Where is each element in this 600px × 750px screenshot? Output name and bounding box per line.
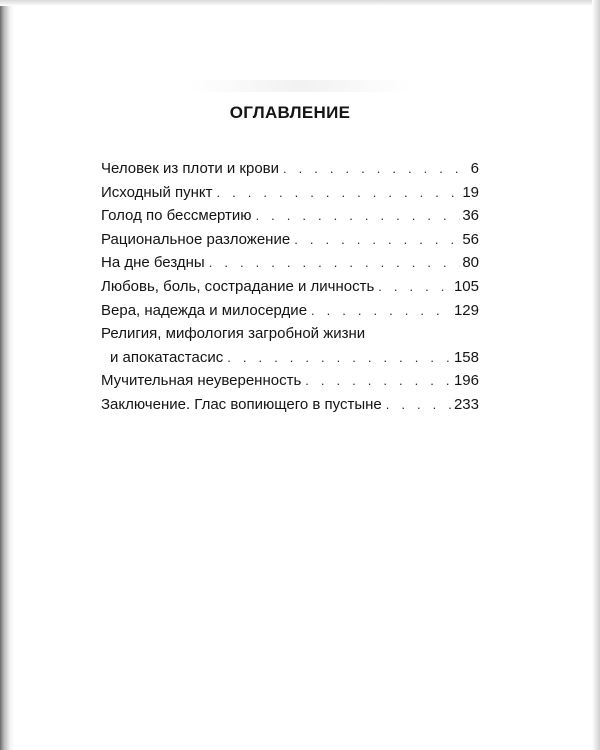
toc-leader-dots: [227, 346, 452, 370]
toc-leader-dots: [305, 369, 452, 393]
toc-leader-dots: [311, 299, 452, 323]
toc-leader-dots: [217, 181, 461, 205]
toc-leader-dots: [209, 251, 461, 275]
toc-entry-page: 158: [453, 348, 479, 366]
toc-leader-dots: [378, 275, 452, 299]
page-edge-right: [592, 0, 600, 750]
toc-entry[interactable]: [101, 299, 479, 323]
toc-entry[interactable]: [101, 157, 479, 181]
toc-entry-title: Заключение. Глас вопиющего в пустыне: [101, 395, 382, 413]
toc-entry-page: 36: [462, 207, 479, 225]
toc-entry-title: Исходный пункт: [101, 183, 213, 201]
toc-entry[interactable]: [101, 181, 479, 205]
toc-entry-page: 80: [462, 254, 479, 272]
toc-entry-page: 105: [453, 277, 479, 295]
toc-entry-title: Вера, надежда и милосердие: [101, 301, 308, 319]
table-of-contents: [101, 157, 479, 417]
toc-entry-page: 19: [462, 183, 479, 201]
toc-entry-title: Голод по бессмертию: [101, 207, 252, 225]
toc-entry-title: Рациональное разложение: [101, 230, 291, 248]
toc-entry[interactable]: [101, 275, 479, 299]
toc-entry[interactable]: [101, 228, 479, 252]
toc-entry[interactable]: [101, 204, 479, 228]
toc-leader-dots: [256, 204, 461, 228]
toc-entry[interactable]: [101, 251, 479, 275]
toc-leader-dots: [294, 228, 460, 252]
toc-entry-continuation[interactable]: [101, 346, 479, 370]
toc-entry-title: Любовь, боль, сострадание и личность: [101, 277, 375, 295]
toc-entry[interactable]: [101, 393, 479, 417]
toc-entry-title: На дне бездны: [101, 254, 205, 272]
toc-entry-title-continuation: и апокатастасис: [110, 348, 224, 366]
toc-entry[interactable]: [101, 369, 479, 393]
toc-entry-title: Человек из плоти и крови: [101, 160, 280, 177]
page-edge-top: [0, 0, 600, 6]
toc-leader-dots: [283, 157, 469, 181]
toc-entry-page: 196: [453, 372, 479, 390]
toc-entry-page: 56: [462, 230, 479, 248]
toc-entry-title: Религия, мифология загробной жизни: [101, 325, 366, 343]
bleed-through-smudge: [190, 80, 410, 92]
toc-entry-page: 129: [453, 301, 479, 319]
toc-entry-page: 233: [453, 395, 479, 413]
page-title: ОГЛАВЛЕНИЕ: [229, 103, 351, 122]
toc-entry-page: 6: [470, 160, 479, 177]
toc-entry[interactable]: [101, 322, 479, 346]
toc-leader-dots: [386, 393, 452, 417]
toc-entry-title: Мучительная неуверенность: [101, 372, 302, 390]
